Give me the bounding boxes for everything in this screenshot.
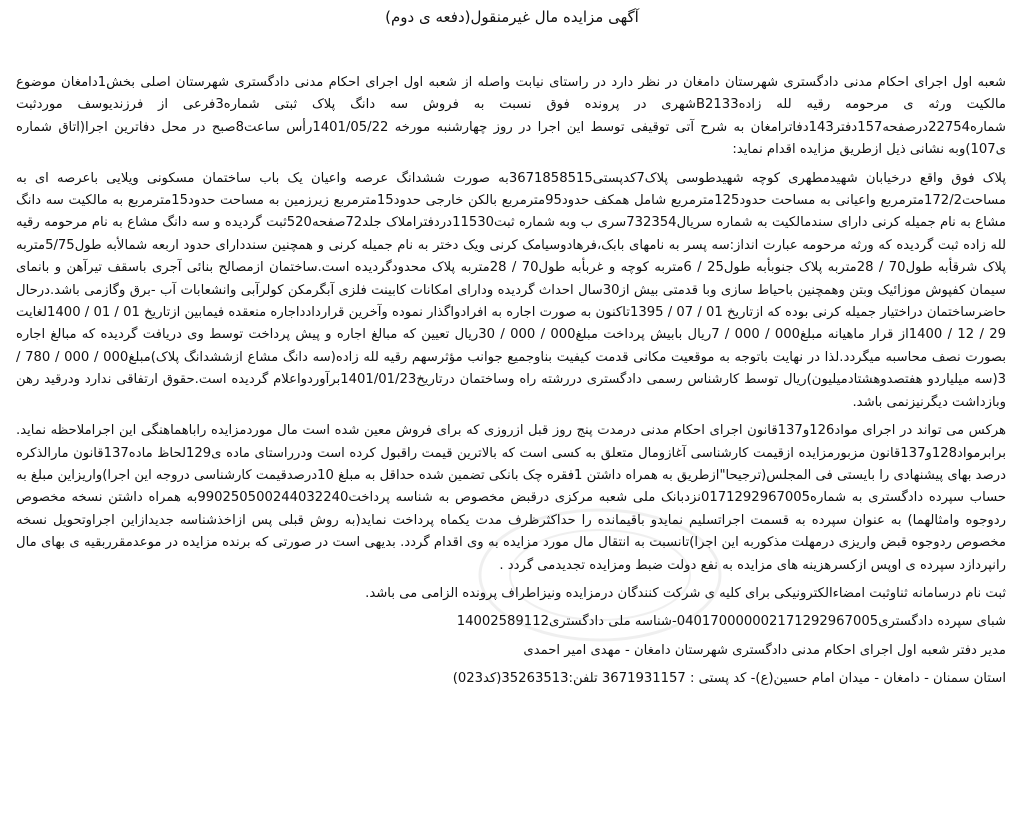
document-title: آگهی مزایده مال غیرمنقول(دفعه ی دوم) [385, 8, 639, 26]
document-body [16, 72, 1006, 697]
registration-notice: ثبت نام درسامانه ثناوثبت امضاءالکترونیکی برای کلیه ی شرکت کنندگان درمزایده ونیزاطراف پرونده الزامی می باشد. [365, 585, 1006, 601]
property-description-paragraph: پلاک فوق واقع درخیابان شهیدمطهری کوچه شهیدطوسی پلاک7کدپستی3671858515به صورت ششدانگ عرصه واعیان یک باب ساختمان مسکونی ویلایی باعرصه ای به مساحت172/2مترمربع واعیانی به مساحت حدود125مترمربع شامل همکف حدود95مترمربع بالکن خارجی حدود15مترمربع زیرزمین به مساحت حدود15مترمربع به مالکیت سه دانگ مشاع به نام جمیله کرنی دارای سندمالکیت به شماره سریال732354سری ب وبه شماره ثبت11530دردفتراملاک جلد72صفحه520ثبت گردیده و سه دانگ مشاع به نام مرحومه رقیه لله زاده ثبت گردیده که ورثه مرحومه عبارت انداز:سه پسر به نامهای بابک،فرهادوسیامک کرنی ویک دختر به نام جمیله کرنی و همچنین سنددارای حدود اربعه شمالأبه طول5/75متربه پلاک شرقأبه طول70 / 28متربه پلاک جنوبأبه طول25 / 6متربه کوچه و غربأبه طول70 / 28متربه پلاک محدودگردیده است.ساختمان ازمصالح بنائی آجری باسقف تیرآهن و بانمای سیمان کفپوش موزائیک وبتن وهمچنین باحیاط سازی وبا قدمتی بیش از30سال احداث گردیده ودارای امکانات کابینت فلزی آبگرمکن کولرآبی وانشعابات آب -برق وگازمی باشد.درحال حاضرساختمان دراختیار جمیله کرنی بوده که ازتاریخ 01 / 07 / 1395تاکنون به صورت اجاره به افرادواگذار نموده وآخرین قراردادداجاره منعقده فیمابین ازتاریخ 01 / 01 / 1400لغایت 29 / 12 / 1400از قرار ماهیانه مبلغ000 / 000 / 7ریال بابیش پرداخت مبلغ000 / 000 / 30ریال تعیین که مبالغ اجاره و پیش پرداخت توسط وی دریافت گردیده که مبالغ اجاره بصورت نصف محاسبه میگردد.لذا در نهایت باتوجه به موقعیت مکانی قدمت کیفیت بناوجمیع جوانب مؤثرسهم رقیه لله زاده(سه دانگ مشاع ازششدانگ پلاک)مبلغ000 / 000 / 780 / 3(سه میلیاردو هفتصدوهشتادمیلیون)ریال توسط کارشناس رسمی دادگستری دررشته راه وساختمان درتاریخ1401/01/23برآوردواعلام گردیده است.حقوق ارتفاقی ندارد ودرقید رهن وبازداشت دیگرنیزنمی باشد. [16, 170, 1007, 410]
address-line: استان سمنان - دامغان - میدان امام حسین(ع)- کد پستی : 3671931157 تلفن:35263513(کد023) [452, 671, 1006, 687]
intro-paragraph: شعبه اول اجرای احکام مدنی دادگستری شهرستان دامغان در نظر دارد در راستای نیابت واصله از شعبه اول اجرای احکام مدنی دادگستری شهرستان اصلی بخش1دامغان موضوع مالکیت ورثه ی مرحومه رقیه لله زادهB2133شهری در پرونده فوق نسبت به فروش سه دانگ پلاک ثبتی شماره3فرعی از فرزندیوسف موردثبت شماره22754درصفحه157دفتر143دفاترامغان به شرح آتی توقیفی توسط این اجرا در روز چهارشنبه مورخه 1401/05/22رأس ساعت8صبح در محل دفاترین اجرا(اتاق شماره ی107)وبه نشانی ذیل ازطریق مزایده اقدام نماید: [16, 75, 1006, 158]
auction-terms-paragraph: هرکس می تواند در اجرای مواد126و137قانون اجرای احکام مدنی درمدت پنج روز قبل ازروزی که برای فروش معین شده است مال موردمزایده راباهماهنگی این اجراملاحظه نماید. برابرمواد128و137قانون مزبورمزایده ازقیمت کارشناسی آغازومال متعلق به کسی است که بالاترین قیمت راقبول کرده است ودرراستای ماده ی129لحاظ ماده137قانون مارالذکره درصد بهای پیشنهادی را بایستی فی المجلس(ترجیحا"ازطریق به همراه داشتن 1فقره چک بانکی تضمین شده حداقل به مبلغ 10درصدقیمت کارشناسی دروجه این اجرا)واریزاین مبلغ به حساب سپرده دادگستری به شماره0171292967005نزدبانک ملی شعبه مرکزی درقبض مخصوص به شناسه پرداخت990250500244032240به همراه داشتن نسخه مخصوص ردوجوه وامثالهما) به عنوان سپرده به قسمت اجراتسلیم نمایدو باقیمانده را حداکثرظرف مدت یکماه پرداخت نماید(به روش قبلی پس ازاخذشناسه جدیدازاین اجراوتحویل نسخه مخصوص ردوجوه قبض واریزی درمهلت مذکوربه این اجرا)تانسبت به انتقال مال مورد مزایده به وی اقدام گردد. بدیهی است در صورتی که برنده مزایده در موعدمقرربقیه ی بهای مال رانپردازد سپرده ی اوپس ازکسرهزینه های مزایده به نفع دولت ضبط ومزایده تجدیدمی گردد . [16, 423, 1007, 573]
signature-line: مدیر دفتر شعبه اول اجرای احکام مدنی دادگستری شهرستان دامغان - مهدی امیر احمدی [523, 642, 1006, 658]
account-line: شبای سپرده دادگستری040170000002171292967005-شناسه ملی دادگستری14002589112 [456, 614, 1006, 630]
